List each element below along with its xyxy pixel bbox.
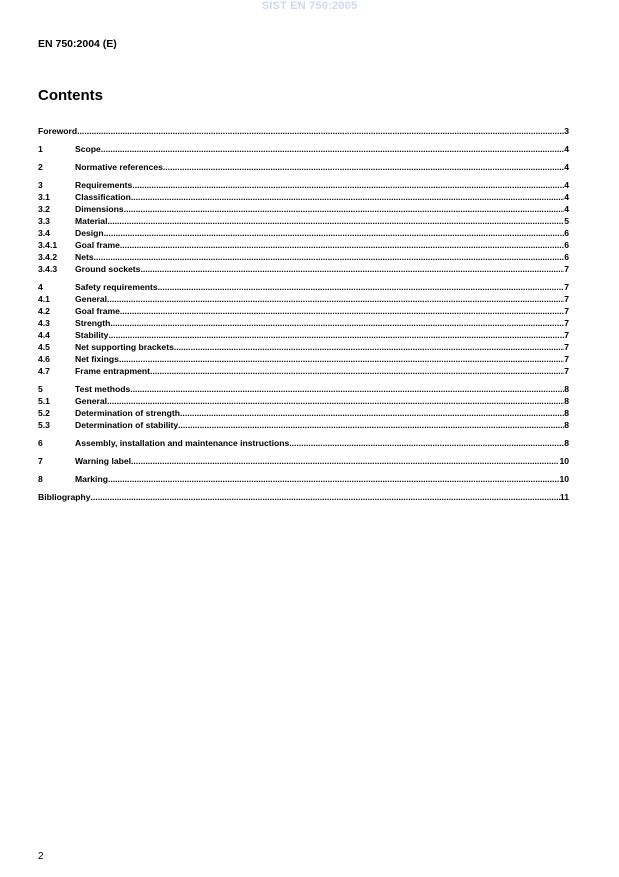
dot-leader (131, 191, 564, 203)
toc-entry-number: 6 (38, 438, 43, 448)
dot-leader (178, 419, 564, 431)
dot-leader (174, 341, 564, 353)
toc-entry-page: 7 (564, 306, 569, 316)
toc-entry-page: 6 (564, 228, 569, 238)
toc-entry-page: 7 (564, 294, 569, 304)
toc-entry-title: Nets (75, 252, 94, 262)
dot-leader (77, 125, 564, 137)
document-id: EN 750:2004 (E) (38, 38, 117, 50)
toc-entry[interactable] (38, 491, 569, 503)
toc-entry-page: 8 (564, 384, 569, 394)
toc-entry[interactable] (38, 161, 569, 173)
toc-entry-page: 10 (559, 474, 569, 484)
toc-entry-number: 4.1 (38, 294, 50, 304)
toc-entry-number: 1 (38, 144, 43, 154)
toc-entry-title: Foreword (38, 126, 78, 136)
toc-entry[interactable] (38, 293, 569, 305)
dot-leader (119, 353, 564, 365)
toc-entry-number: 5 (38, 384, 43, 394)
toc-entry-title: Ground sockets (75, 264, 141, 274)
toc-entry-page: 7 (564, 282, 569, 292)
toc-entry[interactable] (38, 353, 569, 365)
table-of-contents (38, 125, 569, 503)
toc-entry-page: 3 (564, 126, 569, 136)
toc-entry-page: 8 (564, 396, 569, 406)
toc-entry-title: Design (75, 228, 104, 238)
dot-leader (107, 215, 564, 227)
toc-entry-title: Dimensions (75, 204, 124, 214)
toc-entry-page: 10 (559, 456, 569, 466)
toc-entry[interactable] (38, 437, 569, 449)
toc-entry[interactable] (38, 407, 569, 419)
toc-entry-number: 3.4.3 (38, 264, 58, 274)
toc-entry[interactable] (38, 191, 569, 203)
dot-leader (108, 329, 564, 341)
page-number: 2 (38, 851, 44, 862)
toc-entry-number: 7 (38, 456, 43, 466)
toc-entry-number: 5.3 (38, 420, 50, 430)
toc-entry-number: 4.7 (38, 366, 50, 376)
toc-entry-title: Marking (75, 474, 108, 484)
toc-entry-page: 7 (564, 330, 569, 340)
toc-entry[interactable] (38, 383, 569, 395)
toc-entry[interactable] (38, 263, 569, 275)
toc-entry-title: Goal frame (75, 306, 120, 316)
toc-entry[interactable] (38, 143, 569, 155)
toc-entry-number: 3.3 (38, 216, 50, 226)
toc-entry-number: 3.1 (38, 192, 50, 202)
dot-leader (94, 251, 565, 263)
toc-entry[interactable] (38, 203, 569, 215)
toc-entry-number: 5.1 (38, 396, 50, 406)
dot-leader (101, 143, 564, 155)
dot-leader (104, 227, 565, 239)
toc-entry[interactable] (38, 239, 569, 251)
toc-entry-title: Determination of strength (75, 408, 181, 418)
toc-entry-title: Net fixings (75, 354, 119, 364)
toc-entry-page: 8 (564, 438, 569, 448)
page-title: Contents (38, 87, 103, 104)
toc-entry[interactable] (38, 179, 569, 191)
toc-entry-title: Material (75, 216, 108, 226)
toc-entry-page: 11 (559, 492, 569, 502)
toc-entry-number: 3.4.1 (38, 240, 58, 250)
toc-entry-number: 3.2 (38, 204, 50, 214)
dot-leader (289, 437, 564, 449)
toc-entry-page: 7 (564, 366, 569, 376)
toc-entry-title: Requirements (75, 180, 133, 190)
dot-leader (132, 179, 564, 191)
toc-entry-title: Test methods (75, 384, 131, 394)
dot-leader (107, 293, 564, 305)
dot-leader (140, 263, 564, 275)
toc-entry-title: Stability (75, 330, 109, 340)
toc-entry-title: Assembly, installation and maintenance instructions (75, 438, 290, 448)
toc-entry-page: 4 (564, 144, 569, 154)
toc-entry-page: 4 (564, 192, 569, 202)
toc-entry[interactable] (38, 305, 569, 317)
toc-entry[interactable] (38, 317, 569, 329)
toc-entry-page: 4 (564, 204, 569, 214)
dot-leader (131, 455, 559, 467)
dot-leader (150, 365, 564, 377)
toc-entry-page: 6 (564, 240, 569, 250)
toc-entry[interactable] (38, 215, 569, 227)
toc-entry-page: 6 (564, 252, 569, 262)
toc-entry[interactable] (38, 281, 569, 293)
toc-entry-title: Determination of stability (75, 420, 179, 430)
toc-entry-title: Strength (75, 318, 111, 328)
toc-entry-page: 7 (564, 342, 569, 352)
toc-entry-page: 7 (564, 318, 569, 328)
toc-entry-number: 8 (38, 474, 43, 484)
toc-entry-number: 3 (38, 180, 43, 190)
toc-entry-title: General (75, 294, 108, 304)
toc-entry-title: General (75, 396, 108, 406)
toc-entry-page: 7 (564, 354, 569, 364)
toc-entry-number: 4.6 (38, 354, 50, 364)
dot-leader (120, 239, 564, 251)
toc-entry[interactable] (38, 455, 569, 467)
toc-entry[interactable] (38, 419, 569, 431)
dot-leader (120, 305, 564, 317)
dot-leader (124, 203, 565, 215)
toc-entry[interactable] (38, 473, 569, 485)
toc-entry-page: 7 (564, 264, 569, 274)
dot-leader (158, 281, 565, 293)
toc-entry-title: Classification (75, 192, 131, 202)
toc-entry[interactable] (38, 251, 569, 263)
toc-entry-title: Bibliography (38, 492, 91, 502)
toc-entry[interactable] (38, 395, 569, 407)
dot-leader (107, 395, 564, 407)
toc-entry-number: 4.5 (38, 342, 50, 352)
toc-entry-page: 5 (564, 216, 569, 226)
dot-leader (180, 407, 564, 419)
toc-entry-number: 3.4 (38, 228, 50, 238)
toc-entry-number: 4.3 (38, 318, 50, 328)
toc-entry-page: 8 (564, 408, 569, 418)
toc-entry-number: 5.2 (38, 408, 50, 418)
toc-entry-page: 8 (564, 420, 569, 430)
dot-leader (91, 491, 560, 503)
toc-entry-title: Safety requirements (75, 282, 158, 292)
dot-leader (130, 383, 564, 395)
watermark: SIST EN 750:2005 (261, 0, 358, 12)
toc-entry[interactable] (38, 329, 569, 341)
toc-entry-number: 4.2 (38, 306, 50, 316)
toc-entry-number: 3.4.2 (38, 252, 58, 262)
toc-entry[interactable] (38, 341, 569, 353)
dot-leader (110, 317, 564, 329)
toc-entry-number: 2 (38, 162, 43, 172)
toc-entry-title: Normative references (75, 162, 163, 172)
toc-entry-title: Warning label (75, 456, 132, 466)
toc-entry-title: Goal frame (75, 240, 120, 250)
toc-entry-number: 4 (38, 282, 43, 292)
toc-entry-page: 4 (564, 162, 569, 172)
toc-entry[interactable] (38, 365, 569, 377)
toc-entry-title: Frame entrapment (75, 366, 150, 376)
toc-entry[interactable] (38, 125, 569, 137)
toc-entry-title: Scope (75, 144, 101, 154)
toc-entry-page: 4 (564, 180, 569, 190)
toc-entry-number: 4.4 (38, 330, 50, 340)
toc-entry-title: Net supporting brackets (75, 342, 174, 352)
toc-entry[interactable] (38, 227, 569, 239)
dot-leader (163, 161, 564, 173)
dot-leader (108, 473, 559, 485)
